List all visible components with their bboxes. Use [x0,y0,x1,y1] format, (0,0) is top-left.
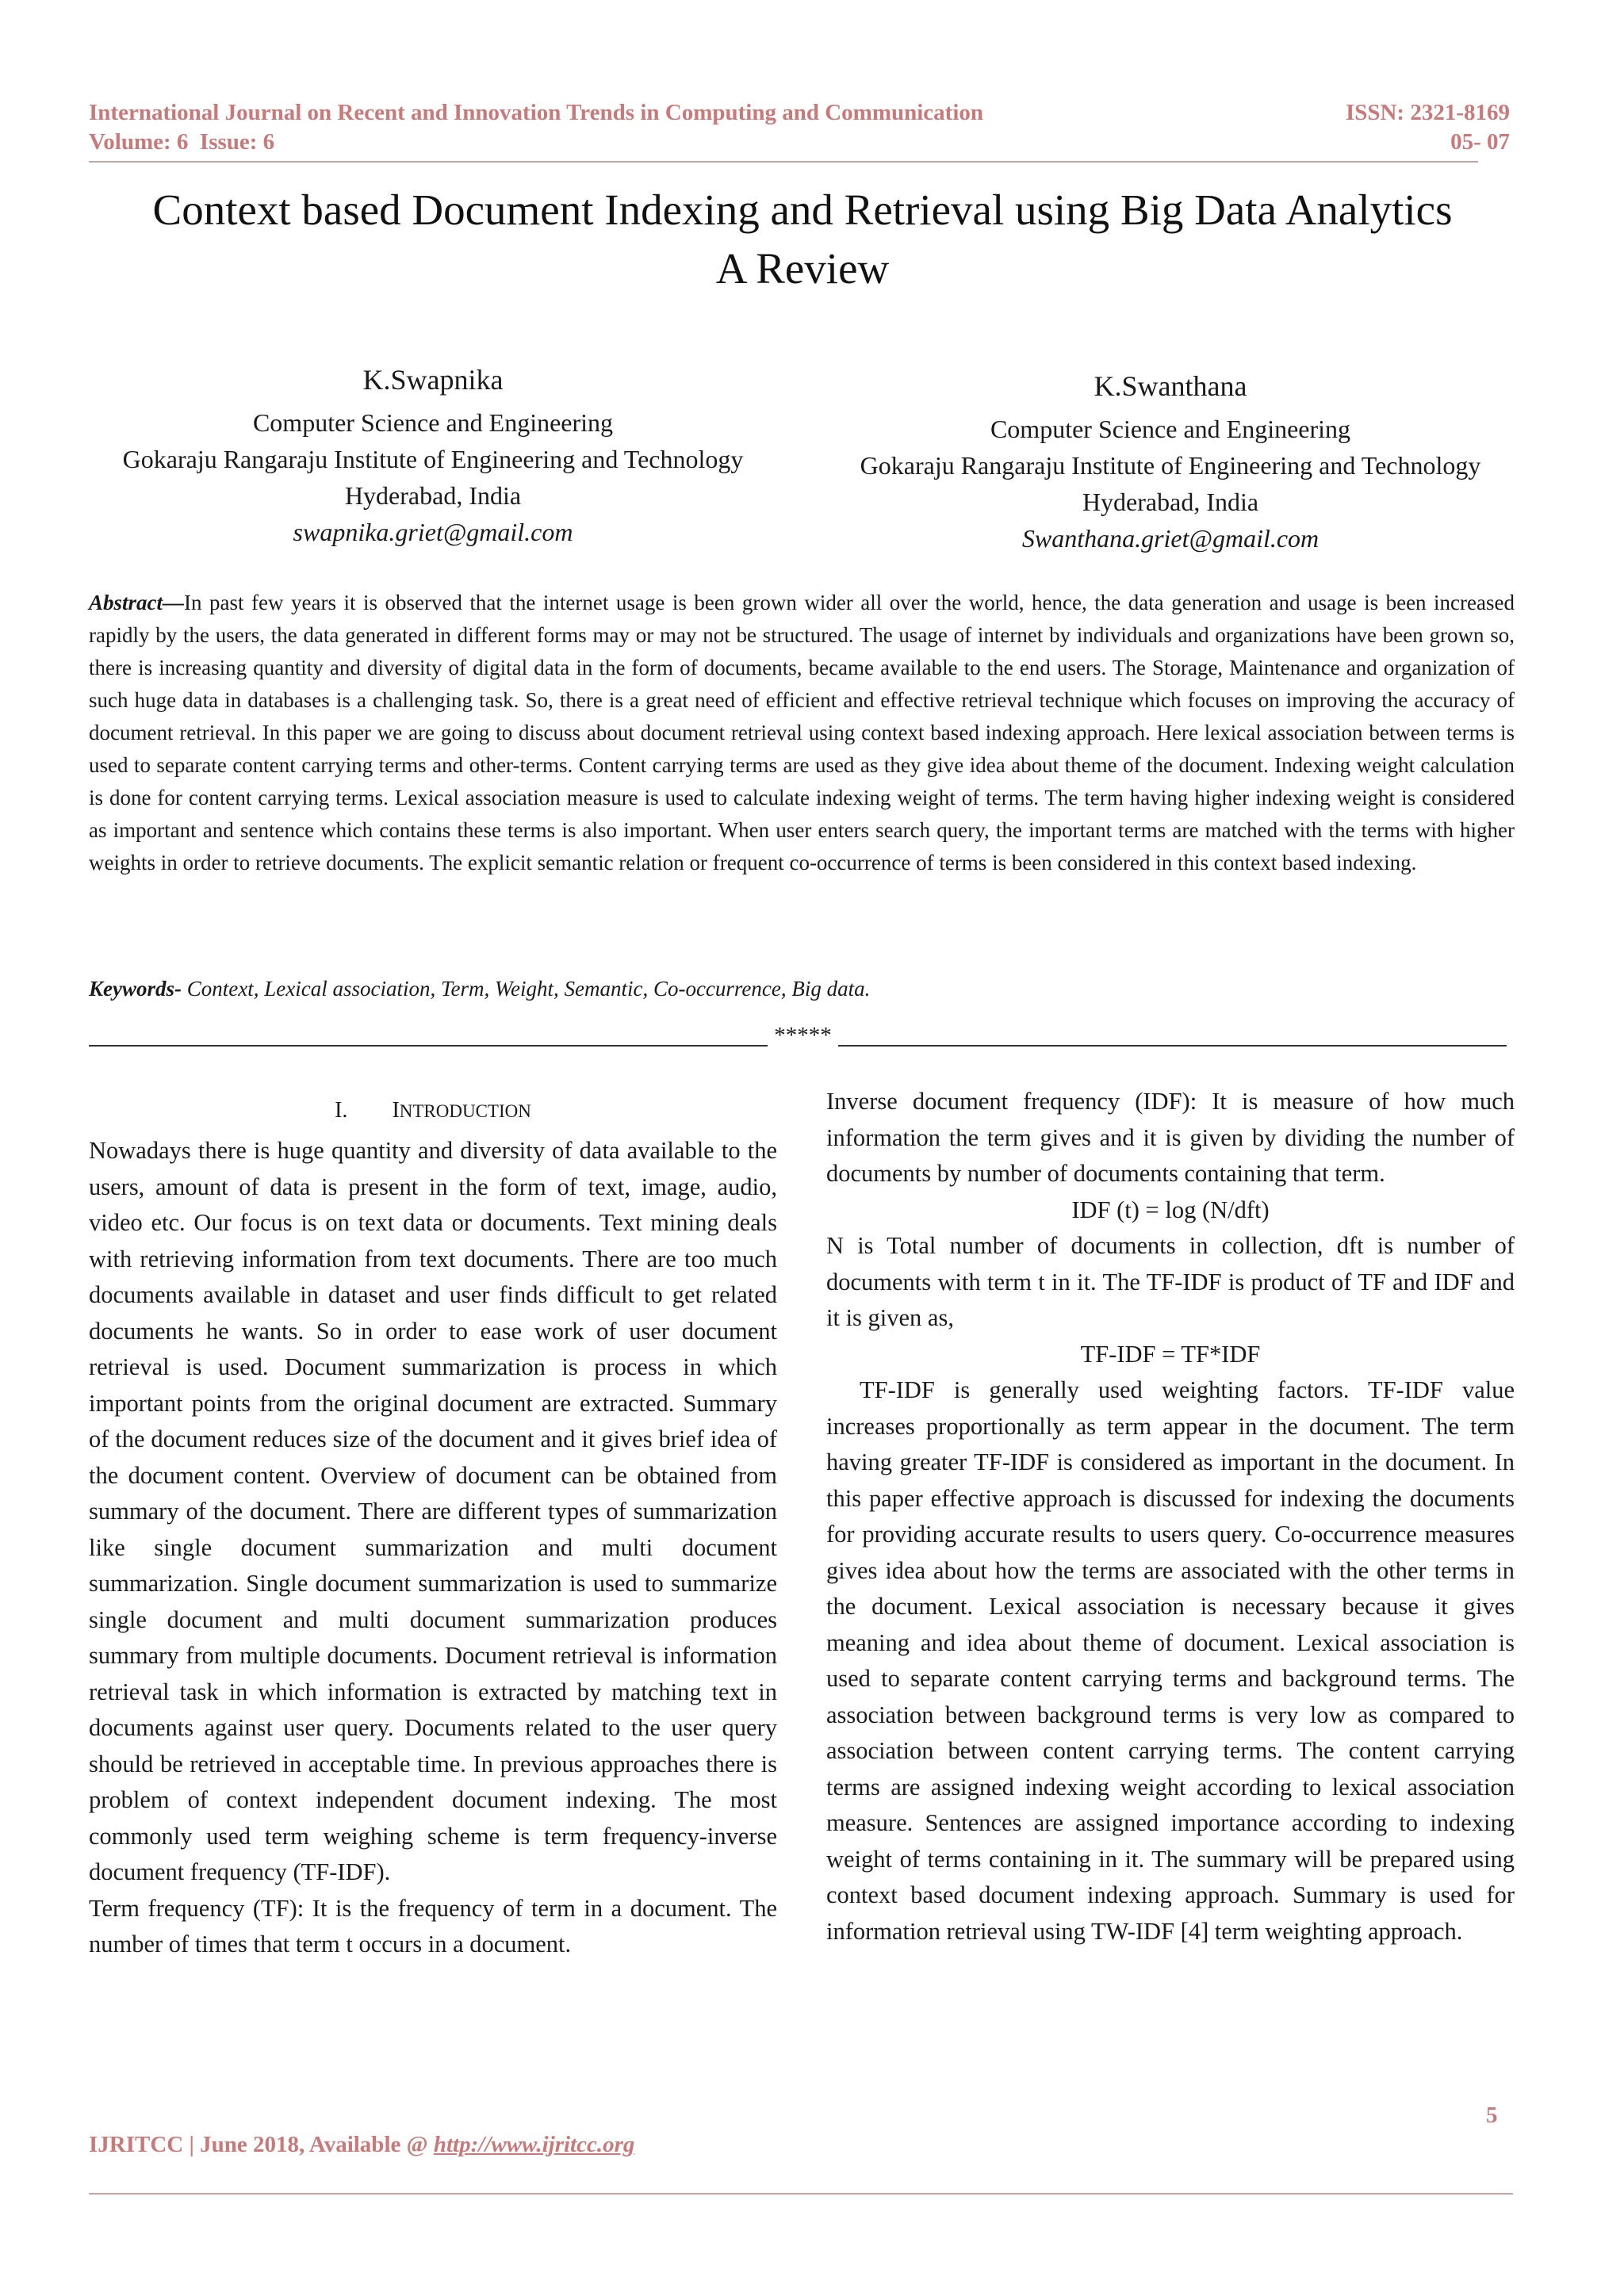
author-email: swapnika.griet@gmail.com [293,518,573,546]
section-title-initial: I [392,1098,400,1123]
author-city: Hyderabad, India [344,481,522,510]
keywords-text: Context, Lexical association, Term, Weight, Semantic, Co-occurrence, Big data. [182,977,871,1001]
header-rule [89,161,1478,163]
page-range: 05- 07 [1450,129,1510,155]
author-name: K.Swapnika [362,364,504,396]
author-email: Swanthana.griet@gmail.com [1021,524,1320,553]
approach-paragraph: TF-IDF is generally used weighting factors. TF-IDF value increases proportionally as term appear in the document. The term having greater TF-IDF is considered as important in the document. In this paper effective approach is discussed for indexing the documents for providing accurate results to users query. Co-occurrence measures gives idea about how the terms are associated with the other terms in the document. Lexical association is necessary because it gives meaning and idea about theme of document. Lexical association is used to separate content carrying terms and background terms. The association between background terms is very low as compared to association between content carrying terms. The content carrying terms are assigned indexing weight according to lexical association measure. Sentences are assigned importance according to indexing weight of terms containing in it. The summary will be prepared using context based document indexing approach. Summary is used for information retrieval using TW-IDF [4] term weighting approach. [826,1376,1515,1945]
keywords-label: Keywords- [89,977,182,1001]
abstract-text: In past few years it is observed that the internet usage is been grown wider all over the world, hence, the data generation and usage is been increased rapidly by the users, the data generated in different forms may or may not be structured. The usage of internet by individuals and organizations have been grown so, there is increasing quantity and diversity of digital data in the form of documents, became available to the end users. The Storage, Maintenance and organization of such huge data in databases is a challenging task. So, there is a great need of efficient and effective retrieval technique which focuses on improving the accuracy of document retrieval. In this paper we are going to discuss about document retrieval using context based indexing approach. Here lexical association between terms is used to separate content carrying terms and other-terms. Content carrying terms are used as they give idea about theme of the document. Indexing weight calculation is done for content carrying terms. Lexical association measure is used to calculate indexing weight of terms. The term having higher indexing weight is considered as important and sentence which contains these terms is also important. When user enters search query, the important terms are matched with the terms with higher weights in order to retrieve documents. The explicit semantic relation or frequent co-occurrence of terms is been considered in this context based indexing. [89,591,1515,874]
idf-paragraph: Inverse document frequency (IDF): It is measure of how much information the term gives and it is given by dividing the number of documents by number of documents containing that term. [826,1088,1515,1187]
journal-link[interactable]: http://www.ijritcc.org [433,2132,635,2157]
paper-title [89,181,1516,298]
author-institution: Gokaraju Rangaraju Institute of Engineering and Technology [860,451,1481,480]
footer-rule [89,2193,1513,2195]
journal-name: International Journal on Recent and Innovation Trends in Computing and Communication [89,100,983,125]
keywords [89,973,1515,1005]
page-number: 5 [1486,2103,1498,2128]
separator-line-left [89,1045,768,1047]
author-name: K.Swanthana [1094,370,1247,402]
section-separator [89,1020,1507,1051]
author-block-2 [826,366,1515,557]
intro-paragraph-1: Nowadays there is huge quantity and diversity of data available to the users, amount of data is present in the form of text, image, audio, video etc. Our focus is on text data or documents. Text mining deals with retrieving information from text documents. There are too much documents available in dataset and user finds difficult to get related documents he wants. So in order to ease work of user document retrieval is used. Document summarization is process in which important points from the original document are extracted. Summary of the document reduces size of the document and it gives brief idea of the document content. Overview of document can be obtained from summary of the document. There are different types of summarization like single document summarization and multi document summarization. Single document summarization is used to summarize single document and multi document summarization produces summary from multiple documents. Document retrieval is information retrieval task in which information is extracted by matching text in documents against user query. Documents related to the user query should be retrieved in acceptable time. In previous approaches there is problem of context independent document indexing. The most commonly used term weighing scheme is term frequency-inverse document frequency (TF-IDF). [89,1137,777,1885]
section-heading [89,1094,777,1128]
author-department: Computer Science and Engineering [990,415,1351,443]
author-department: Computer Science and Engineering [252,408,614,437]
body-column-left [89,1094,777,1963]
intro-paragraph-2: Term frequency (TF): It is the frequency of term in a document. The number of times that term t occurs in a document. [89,1894,777,1957]
section-number: I. [335,1098,348,1123]
footer [89,2132,634,2158]
footer-text: IJRITCC | June 2018, Available @ [89,2132,434,2157]
author-city: Hyderabad, India [1082,488,1259,516]
title-line-1: Context based Document Indexing and Retrieval using Big Data Analytics [152,186,1453,234]
abstract [89,587,1515,879]
body-column-right [826,1084,1515,1950]
author-block-1 [89,360,777,550]
equation-idf: IDF (t) = log (N/dft) [1071,1196,1270,1223]
volume-issue: Volume: 6 Issue: 6 [89,129,275,155]
author-institution: Gokaraju Rangaraju Institute of Engineering and Technology [122,445,744,473]
section-title-rest: NTRODUCTION [399,1101,531,1121]
issn: ISSN: 2321-8169 [1345,100,1510,125]
tfidf-paragraph: N is Total number of documents in collection, dft is number of documents with term t in it. The TF-IDF is product of TF and IDF and it is given as, [826,1232,1515,1331]
running-header [89,98,1510,157]
separator-stars: ***** [774,1023,832,1048]
equation-tfidf: TF-IDF = TF*IDF [1080,1340,1261,1368]
abstract-label: Abstract— [89,591,185,614]
separator-line-right [838,1045,1507,1047]
title-line-2: A Review [715,244,890,293]
